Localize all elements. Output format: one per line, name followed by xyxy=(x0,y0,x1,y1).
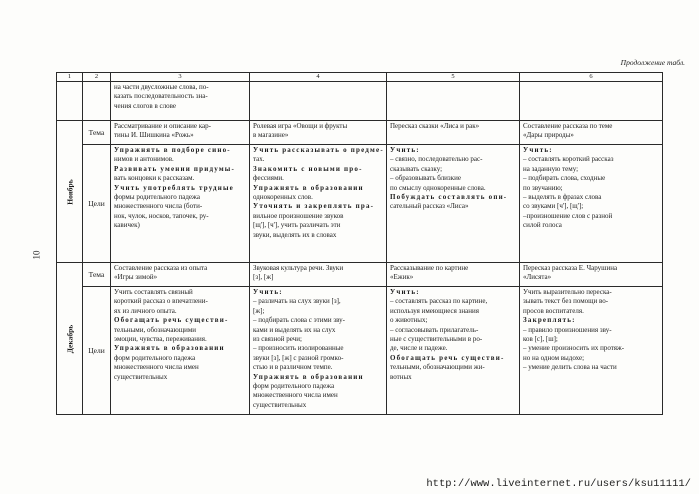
empty-cell xyxy=(83,82,111,121)
tema-cell: Рассказывание по картине «Ежик» xyxy=(387,263,520,287)
column-number: 4 xyxy=(250,73,387,82)
column-number: 5 xyxy=(387,73,520,82)
empty-cell xyxy=(57,82,83,121)
december-tema-row xyxy=(57,263,663,287)
carry-over-row xyxy=(57,82,663,121)
column-number: 2 xyxy=(83,73,111,82)
december-tseli-row xyxy=(57,287,663,415)
tema-label: Тема xyxy=(83,263,111,287)
tema-cell: Составление рассказа по теме «Дары природы» xyxy=(520,121,663,145)
tema-cell: Ролевая игра «Овощи и фрукты в магазине» xyxy=(250,121,387,145)
tema-cell: Рассматривание и описание кар- тины И. Шишкина «Рожь» xyxy=(111,121,250,145)
column-number: 3 xyxy=(111,73,250,82)
table-caption: Продолжение табл. xyxy=(620,58,685,67)
november-tema-row xyxy=(57,121,663,145)
empty-cell xyxy=(250,82,387,121)
tseli-cell: Учить: – связно, последовательно рас- сказывать сказку; – образовывать близкие по смыслу однокоренные слова. Побуждать составлять опи- сательный рассказ «Лиса» xyxy=(387,145,520,263)
column-number: 6 xyxy=(520,73,663,82)
tseli-cell: Учить: – составлять короткий рассказ на заданную тему; – подбирать слова, сходные по звучанию; – выделять в фразах слова со звуками [ч'], [щ']; –произношение слов с разной силой голоса xyxy=(520,145,663,263)
tseli-cell: Учить: – составлять рассказ по картине, используя имеющиеся знания о животных; – согласовывать прилагатель- ные с существительными в ро- де, числе и падеже. Обогащать речь существи- тельными, обозначающими жи- вотных xyxy=(387,287,520,415)
month-december: Декабрь xyxy=(57,263,83,415)
carry-over-cell: на части двусложные слова, по- казать последовательность зна- чения слогов в слове xyxy=(111,82,250,121)
tema-cell: Составление рассказа из опыта «Игры зимой» xyxy=(111,263,250,287)
november-tseli-row xyxy=(57,145,663,263)
month-november: Ноябрь xyxy=(57,121,83,263)
empty-cell xyxy=(387,82,520,121)
tseli-label: Цели xyxy=(83,145,111,263)
tema-cell: Пересказ сказки «Лиса и рак» xyxy=(387,121,520,145)
tseli-cell: Учить рассказывать о предме- тах. Знакомить с новыми про- фессиями. Упражнять в образовании однокоренных слов. Уточнять и закреплять пра- вильное произношение звуков [щ'], [ч'], учить различать эти звуки, выделять их в словах xyxy=(250,145,387,263)
tseli-label: Цели xyxy=(83,287,111,415)
tseli-cell: Учить: – различать на слух звуки [з], [ж]; – подбирать слова с этими зву- ками и выделять их на слух из связной речи; – произносить изолированные звуки [з], [ж] с разной громко- стью и в различном темпе. Упражнять в образовании форм родительного падежа множественного числа имен существительных xyxy=(250,287,387,415)
tema-label: Тема xyxy=(83,121,111,145)
footer-url: http://www.liveinternet.ru/users/ksu11111/ xyxy=(426,478,691,490)
lesson-plan-table xyxy=(56,72,663,415)
column-number: 1 xyxy=(57,73,83,82)
tema-cell: Пересказ рассказа Е. Чарушина «Лисята» xyxy=(520,263,663,287)
tseli-cell: Упражнять в подборе сино- нимов и антонимов. Развивать умении придумы- вать концовки к рассказам. Учить употреблять трудные формы родительного падежа множественного числа (боти- нок, чулок, носков, тапочек, ру- кавичек) xyxy=(111,145,250,263)
empty-cell xyxy=(520,82,663,121)
column-number-row xyxy=(57,73,663,82)
tema-cell: Звуковая культура речи. Звуки [з], [ж] xyxy=(250,263,387,287)
tseli-cell: Учить выразительно переска- зывать текст без помощи во- просов воспитателя. Закреплять: – правило произношения зву- ков [с], [ш]; – умение произносить их протяж- но на одном выдохе; – умение делить слова на части xyxy=(520,287,663,415)
page-number: 10 xyxy=(31,250,42,260)
tseli-cell: Учить составлять связный короткий рассказ о впечатлени- ях из личного опыта. Обогащать речь существи- тельными, обозначающими эмоции, чувства, переживания. Упражнять в образовании форм родительного падежа множественного числа имен существительных xyxy=(111,287,250,415)
